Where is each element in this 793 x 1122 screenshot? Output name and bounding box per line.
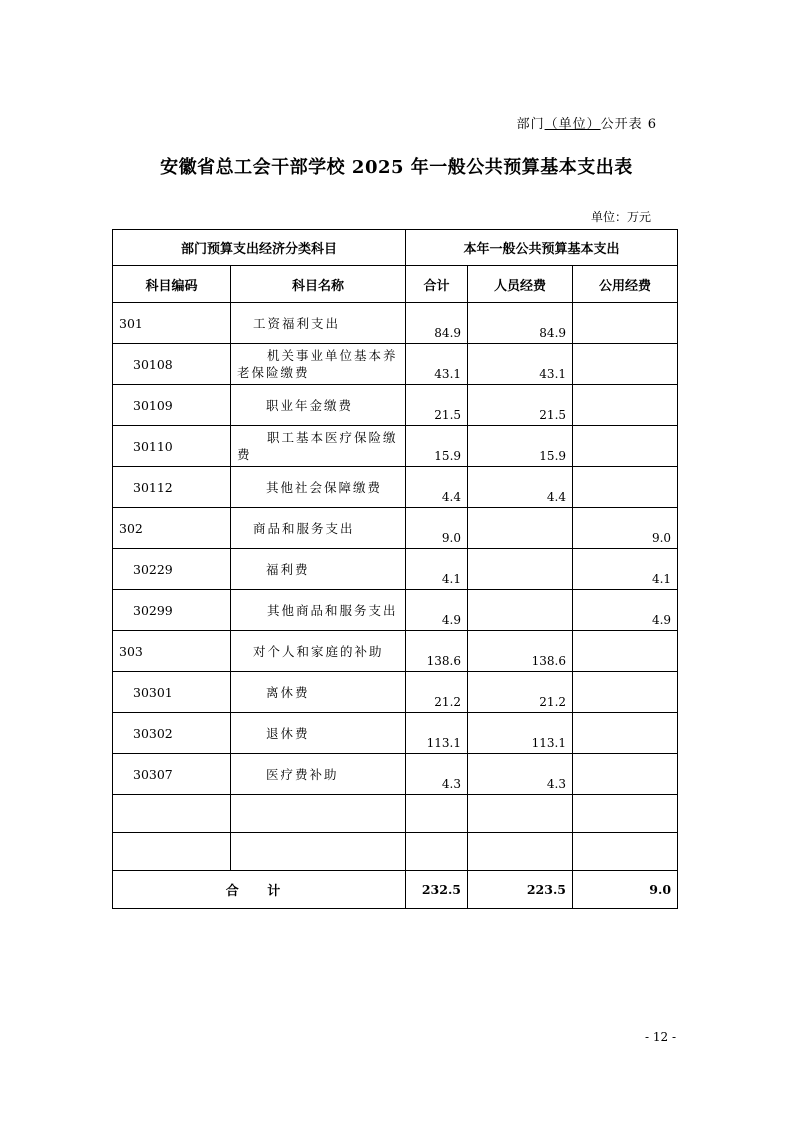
row-personnel: 15.9 (468, 426, 573, 467)
row-total: 21.5 (406, 385, 468, 426)
row-total: 43.1 (406, 344, 468, 385)
row-public (573, 467, 678, 508)
row-code: 30110 (113, 426, 231, 467)
row-public (573, 385, 678, 426)
row-public (573, 713, 678, 754)
row-public (573, 754, 678, 795)
column-header-total: 合计 (406, 266, 468, 303)
row-personnel: 43.1 (468, 344, 573, 385)
page-number: - 12 - (644, 1030, 676, 1044)
row-code: 30229 (113, 549, 231, 590)
totals-public: 9.0 (573, 871, 678, 909)
row-code: 30302 (113, 713, 231, 754)
unit-label: 单位：万元 (590, 210, 651, 224)
row-personnel: 138.6 (468, 631, 573, 672)
row-total: 84.9 (406, 303, 468, 344)
column-header-code: 科目编码 (113, 266, 231, 303)
totals-personnel: 223.5 (468, 871, 573, 909)
row-personnel: 84.9 (468, 303, 573, 344)
row-public: 4.9 (573, 590, 678, 631)
totals-row (113, 871, 678, 909)
table-row (113, 303, 678, 344)
row-personnel (468, 549, 573, 590)
row-total: 9.0 (406, 508, 468, 549)
row-name: 退休费 (231, 713, 406, 754)
row-code: 303 (113, 631, 231, 672)
row-name: 职工基本医疗保险缴费 (231, 426, 406, 467)
row-total: 113.1 (406, 713, 468, 754)
row-code: 30307 (113, 754, 231, 795)
row-total: 138.6 (406, 631, 468, 672)
row-total: 15.9 (406, 426, 468, 467)
table-row (113, 631, 678, 672)
row-name: 对个人和家庭的补助 (231, 631, 406, 672)
column-header-name: 科目名称 (231, 266, 406, 303)
row-name: 其他商品和服务支出 (231, 590, 406, 631)
row-code: 302 (113, 508, 231, 549)
row-personnel: 4.4 (468, 467, 573, 508)
totals-label: 合 计 (113, 871, 406, 909)
row-name: 福利费 (231, 549, 406, 590)
row-personnel: 21.5 (468, 385, 573, 426)
table-row (113, 754, 678, 795)
row-total: 4.4 (406, 467, 468, 508)
row-personnel (468, 590, 573, 631)
table-row (113, 590, 678, 631)
row-code: 301 (113, 303, 231, 344)
row-personnel: 4.3 (468, 754, 573, 795)
header-row-columns (113, 266, 678, 303)
budget-table (112, 229, 678, 909)
row-total: 21.2 (406, 672, 468, 713)
row-public (573, 672, 678, 713)
row-public (573, 303, 678, 344)
column-header-personnel: 人员经费 (468, 266, 573, 303)
row-name: 其他社会保障缴费 (231, 467, 406, 508)
page-title: 安徽省总工会干部学校 2025 年一般公共预算基本支出表 (160, 157, 633, 178)
row-total: 4.1 (406, 549, 468, 590)
row-code: 30109 (113, 385, 231, 426)
row-code: 30301 (113, 672, 231, 713)
blank-row (113, 795, 678, 833)
row-code: 30108 (113, 344, 231, 385)
row-personnel: 113.1 (468, 713, 573, 754)
table-row (113, 385, 678, 426)
row-public (573, 631, 678, 672)
row-total: 4.3 (406, 754, 468, 795)
table-row (113, 344, 678, 385)
table-row (113, 549, 678, 590)
blank-row (113, 833, 678, 871)
table-tag: 部门（单位）公开表 6 (516, 117, 657, 132)
table-row (113, 672, 678, 713)
row-public (573, 426, 678, 467)
row-personnel: 21.2 (468, 672, 573, 713)
row-name: 离休费 (231, 672, 406, 713)
column-header-public: 公用经费 (573, 266, 678, 303)
table-row (113, 713, 678, 754)
row-name: 医疗费补助 (231, 754, 406, 795)
row-personnel (468, 508, 573, 549)
table-row (113, 508, 678, 549)
row-code: 30299 (113, 590, 231, 631)
row-name: 机关事业单位基本养老保险缴费 (231, 344, 406, 385)
table-row (113, 426, 678, 467)
totals-total: 232.5 (406, 871, 468, 909)
row-name: 商品和服务支出 (231, 508, 406, 549)
row-public: 4.1 (573, 549, 678, 590)
row-name: 职业年金缴费 (231, 385, 406, 426)
table-row (113, 467, 678, 508)
row-public (573, 344, 678, 385)
header-row-group (113, 230, 678, 266)
group-header-right: 本年一般公共预算基本支出 (406, 230, 678, 266)
group-header-left: 部门预算支出经济分类科目 (113, 230, 406, 266)
row-public: 9.0 (573, 508, 678, 549)
row-name: 工资福利支出 (231, 303, 406, 344)
row-total: 4.9 (406, 590, 468, 631)
row-code: 30112 (113, 467, 231, 508)
